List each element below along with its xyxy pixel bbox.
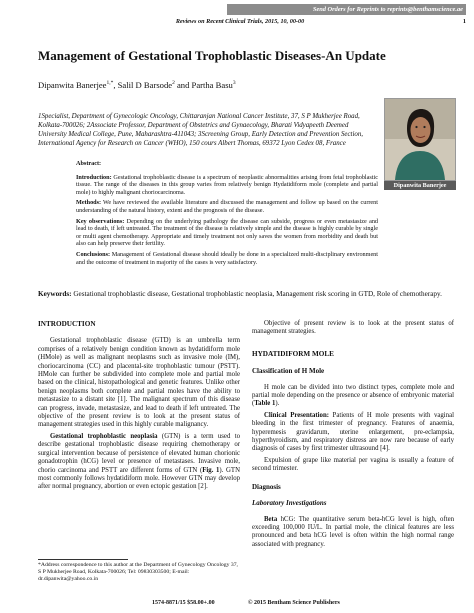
reprints-banner — [227, 4, 466, 15]
author-photo — [384, 98, 456, 181]
subheading-diagnosis: Diagnosis — [252, 482, 281, 491]
figure-ref-link[interactable]: Fig. 1 — [202, 466, 220, 474]
photo-caption: Dipanwita Banerjee — [384, 181, 456, 190]
keywords-label: Keywords: — [38, 290, 72, 298]
author-2: Salil D Barsode$^2$ — [117, 80, 175, 90]
reprints-text: Send Orders for Reprints to reprints@benthamscience.ae — [312, 6, 463, 13]
beta-hcg-paragraph: Beta hCG: The quantitative serum beta-hCG level is high, often exceeding 100,000 IU/L. In partial mole, the clinical features are less pronounced and beta hCG level is often within the high normal range associated with pregnancy. — [252, 515, 454, 548]
right-column — [252, 320, 454, 552]
section-heading-introduction: INTRODUCTION — [38, 320, 96, 328]
table-ref-link[interactable]: Table 1 — [254, 400, 276, 408]
intro-paragraph-2: Gestational trophoblastic neoplasia (GTN) is a term used to describe gestational trophoblastic disease requiring chemotherapy or surgical intervention because of persistence of elevated human chorionic gonadotrophin (hCG) level or presence of metastases. Invasive mole, chorio carcinoma and PSTT are different forms of GTN (Fig. 1). GTN most commonly follows hydatidiform mole. However GTN may develop after normal pregnancy, abortion or even ectopic gestation [2]. — [38, 432, 241, 491]
abstract-methods: Methods: We have reviewed the available literature and discussed the management and follow up based on the current understanding of the natural history, extent and the prognosis of the disease. — [76, 199, 378, 214]
section-heading-hydatidiform: HYDATIDIFORM MOLE — [252, 349, 334, 358]
copyright: © 2015 Bentham Science Publishers — [248, 600, 340, 606]
correspondence-footnote: *Address correspondence to this author at the Department of Gynecology Oncology 37, S P Mukherjee Road, Kolkata-700026; Tel: 09830303500; E-mail: dr.dipanwita@yahoo.co.in — [38, 562, 238, 583]
classification-paragraph: H mole can be divided into two distinct types, complete mole and partial mole depending on the presence or absence of embryonic material (Table 1). — [252, 383, 454, 408]
intro-paragraph-1: Gestational trophoblastic disease (GTD) is an umbrella term comprises of a relatively benign condition known as hydatidiform mole (HMole) as well as malignant neoplasms such as invasive mole (IM), choriocarcinoma (CC) and placental-site trophoblastic tumour (PSTT). HMole can further be subdivided into complete mole and partial mole based on the clinical, histopathological and genetic features. Unlike other benign neoplasms both complete and partial moles have the ability to metastasize to a distant site [1]. The malignant spectrum of this disease can progress, invade, metastasize, and lead to death if left untreated. The objective of the present review is to look at the present status of management strategies used in this highly curable malignancy. — [38, 337, 240, 429]
abstract-box — [76, 160, 378, 269]
clinical-presentation-paragraph: Clinical Presentation: Patients of H mole presents with vaginal bleeding in the first trimester of pregnancy. Features of anaemia, hyperemesis gravidarum, uterine enlargement, pre-eclampsia, hyperthyroidism, and respiratory distress are now rare because of early diagnosis of cases by first trimester ultrasound [4]. — [252, 411, 454, 453]
running-head — [14, 18, 466, 25]
author-1: Dipanwita Banerjee$^{1,*}$ — [38, 80, 114, 90]
issn-price: 1574-8871/15 $58.00+.00 — [152, 600, 215, 606]
abstract-key-observations: Key observations: Depending on the underlying pathology the disease can subside, progress or even metastasize and lead to death, if left untreated. The treatment of the disease is relatively simple and the disease is highly curable by single or multi agent chemotherapy. Appropriate and timely treatment not only saves the women from morbidity and death but also can help preserve their fertility. — [76, 217, 379, 248]
left-column — [38, 320, 240, 495]
footnote-divider — [38, 559, 128, 560]
subheading-classification: Classification of H Mole — [252, 367, 325, 376]
subheading-lab-investigations: Laboratory Investigations — [252, 499, 327, 508]
expulsion-paragraph: Expulsion of grape like material per vagina is usually a feature of second trimester. — [252, 456, 454, 473]
abstract-introduction: Introduction: Gestational trophoblastic disease is a spectrum of neoplastic abnormalities arising from fetal trophoblastic tissue. The range of the diseases in this group varies from relatively benign Hydatidiform mole (complete and partial mole) to highly malignant choriocarcinoma. — [76, 173, 378, 196]
keywords-text: Gestational trophoblastic disease, Gestational trophoblastic neoplasia, Management risk scoring in GTD, Role of chemotherapy. — [73, 290, 442, 298]
author-3: Partha Basu$^3$ — [191, 80, 236, 90]
page-number: 1 — [462, 18, 466, 25]
keywords — [38, 290, 454, 299]
author-list: Dipanwita Banerjee$^{1,*}$, Salil D Barsode$^2$ and Partha Basu$^3$ — [38, 80, 236, 90]
objective-paragraph: Objective of present review is to look at the present status of management strategies. — [252, 320, 454, 336]
article-title: Management of Gestational Trophoblastic Diseases-An Update — [38, 48, 386, 63]
author-portrait-image — [385, 99, 455, 180]
affiliations: 1Specialist, Department of Gynecologic Oncology, Chittaranjan National Cancer Institute, 37, S P Mukherjee Road, Kolkata-700026; 2Associate Professor, Department of Obstetrics and Gynaecology, Bharati Vidyapeeth Deemed University Medical College, Pune, Maharashtra-411043; 3Screening Group, Early Detection and Prevention Section, International Agency for Research on Cancer (WHO), 150 cours Albert Thomas, 69372 Lyon Cedex 08, France — [38, 113, 363, 147]
journal-citation: Reviews on Recent Clinical Trials, 2015, 10, 00-00 — [175, 18, 305, 25]
abstract-conclusions: Conclusions: Management of Gestational disease should ideally be done in a specialized multi-disciplinary environment and the outcome of treatment in majority of the cases is very satisfactory. — [76, 250, 378, 266]
abstract-heading: Abstract: — [76, 160, 102, 167]
